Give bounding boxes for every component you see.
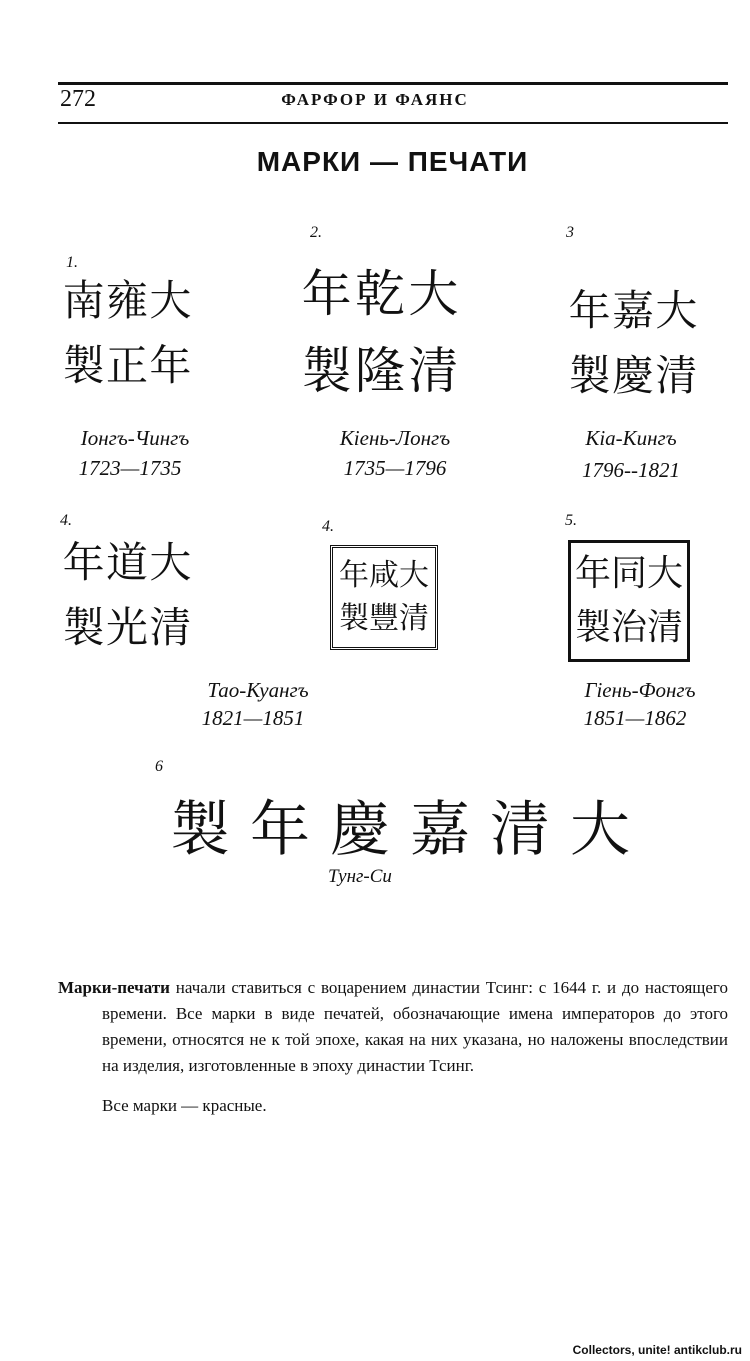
seal-glyph: 正 (105, 340, 148, 390)
header-rule-bottom (58, 122, 728, 124)
seal-glyph: 大 (647, 553, 684, 594)
paragraph-text: начали ставиться с воцарением династии Тсинг: с 1644 г. и до настоящего времени. Все марки в виде печатей, обозначающие имена императоров до этого времени, относятся не к той эпохе, какая на них указана, но наложены впоследствии на изделия, изготовленные в эпоху династии Тсинг. (102, 978, 728, 1075)
seal-glyph: 慶 (330, 795, 390, 865)
seal-glyph: 雍 (105, 275, 148, 325)
mark-name: Тао-Куангъ (207, 678, 309, 702)
page-number: 272 (60, 86, 96, 112)
seal-glyph: 清 (655, 350, 698, 400)
mark-number: 5. (565, 512, 577, 529)
seal-glyph: 年 (568, 285, 611, 335)
seal-mark (62, 268, 192, 398)
seal-glyph: 年 (250, 795, 310, 865)
seal-mark-boxed (568, 540, 690, 662)
seal-glyph: 年 (575, 553, 612, 594)
mark-number: 4. (60, 512, 72, 529)
seal-glyph: 清 (647, 607, 684, 648)
seal-glyph: 大 (399, 557, 429, 593)
mark-name: Кіень-Лонгъ (339, 426, 451, 450)
seal-row-name: Тунг-Си (328, 866, 392, 887)
paragraph (58, 975, 728, 1079)
seal-mark (62, 530, 192, 660)
lead-term: Марки-печати (58, 978, 170, 997)
seal-glyph: 製 (339, 601, 369, 637)
seal-glyph: 清 (408, 342, 459, 401)
mark-number: 3 (566, 224, 574, 241)
mark-years: 1735—1796 (343, 456, 447, 480)
mark-name: Кіа-Кингъ (585, 426, 677, 450)
seal-glyph: 製 (575, 607, 612, 648)
mark-years: 1723—1735 (78, 456, 182, 480)
mark-number: 6 (155, 758, 163, 775)
seal-glyph: 咸 (369, 557, 399, 593)
seal-glyph: 清 (399, 601, 429, 637)
seal-glyph: 年 (62, 537, 105, 587)
seal-glyph: 南 (62, 275, 105, 325)
seal-row (170, 790, 630, 865)
seal-glyph: 年 (301, 264, 352, 323)
mark-years: 1851—1862 (583, 706, 687, 730)
seal-glyph: 光 (105, 602, 148, 652)
seal-glyph: 清 (490, 795, 550, 865)
seal-glyph: 嘉 (410, 795, 470, 865)
mark-years: 1821—1851 (201, 706, 305, 730)
mark-number: 1. (66, 254, 78, 271)
seal-glyph: 年 (149, 340, 192, 390)
seal-glyph: 製 (301, 342, 352, 401)
seal-glyph: 製 (62, 602, 105, 652)
seal-glyph: 年 (339, 557, 369, 593)
mark-number: 4. (322, 518, 334, 535)
mark-number: 2. (310, 224, 322, 241)
seal-glyph: 乾 (354, 264, 405, 323)
seal-glyph: 製 (62, 340, 105, 390)
seal-glyph: 大 (408, 264, 459, 323)
paragraph: Все марки — красные. (102, 1096, 267, 1115)
seal-glyph: 製 (170, 795, 230, 865)
seal-glyph: 大 (149, 537, 192, 587)
seal-glyph: 豐 (369, 601, 399, 637)
mark-name: Гіень-Фонгъ (584, 678, 696, 702)
body-text (58, 975, 728, 1119)
seal-mark (568, 278, 698, 408)
seal-glyph: 治 (611, 607, 648, 648)
watermark: Collectors, unite! antikclub.ru (572, 1343, 742, 1357)
seal-mark-boxed (330, 545, 438, 650)
seal-glyph: 道 (105, 537, 148, 587)
header-rule-top (58, 82, 728, 85)
section-title: МАРКИ — ПЕЧАТИ (256, 146, 529, 177)
running-title: ФАРФОР И ФАЯНС (281, 90, 469, 109)
seal-mark (300, 255, 460, 410)
seal-glyph: 大 (655, 285, 698, 335)
seal-glyph: 大 (570, 795, 630, 865)
seal-glyph: 製 (568, 350, 611, 400)
seal-glyph: 隆 (354, 342, 405, 401)
seal-glyph: 同 (611, 553, 648, 594)
seal-glyph: 嘉 (611, 285, 654, 335)
mark-name: Іонгъ-Чингъ (80, 426, 190, 450)
seal-glyph: 慶 (611, 350, 654, 400)
seal-glyph: 大 (149, 275, 192, 325)
mark-years: 1796--1821 (582, 458, 680, 482)
seal-glyph: 清 (149, 602, 192, 652)
